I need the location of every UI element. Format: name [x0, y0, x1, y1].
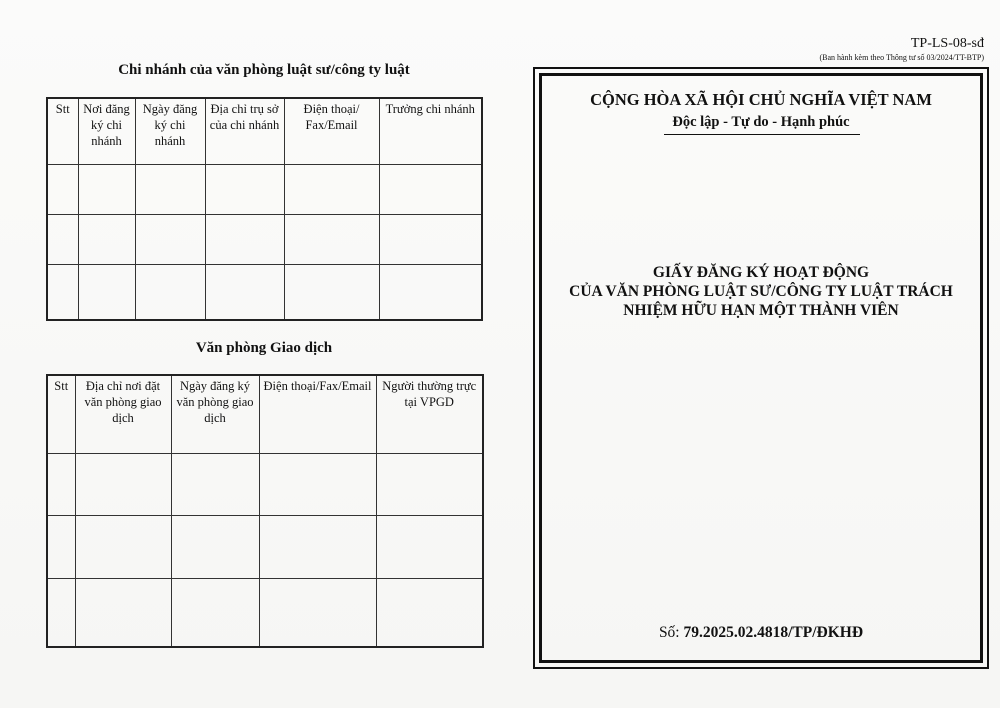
- table-row: [47, 453, 483, 516]
- table-cell: [171, 453, 259, 516]
- header-cell: Trưởng chi nhánh: [379, 98, 482, 164]
- table-cell: [47, 578, 75, 647]
- header-cell: Địa chỉ nơi đặt văn phòng giao dịch: [75, 375, 171, 453]
- certificate-title-line: NHIỆM HỮU HẠN MỘT THÀNH VIÊN: [623, 302, 899, 319]
- table-cell: [47, 516, 75, 579]
- table-cell: [379, 265, 482, 320]
- header-cell: Điện thoại/ Fax/Email: [284, 98, 379, 164]
- table-row: [47, 578, 483, 647]
- transaction-section-title: Văn phòng Giao dịch: [195, 340, 333, 356]
- table-cell: [78, 164, 135, 214]
- motto-underline: [664, 134, 860, 135]
- header-cell: Ngày đăng ký chi nhánh: [135, 98, 205, 164]
- table-cell: [259, 453, 376, 516]
- table-cell: [78, 265, 135, 320]
- form-code: TP-LS-08-sđ: [910, 36, 984, 51]
- table-cell: [376, 578, 483, 647]
- table-cell: [135, 265, 205, 320]
- header-cell: Stt: [47, 375, 75, 453]
- table-cell: [171, 578, 259, 647]
- header-cell: Địa chỉ trụ sở của chi nhánh: [205, 98, 284, 164]
- transaction-table-header: [47, 375, 483, 453]
- header-cell: Người thường trực tại VPGD: [376, 375, 483, 453]
- table-row: [47, 214, 482, 264]
- table-cell: [205, 164, 284, 214]
- certificate-number-label: Số:: [658, 624, 684, 641]
- table-cell: [379, 164, 482, 214]
- table-cell: [284, 214, 379, 264]
- national-title: CỘNG HÒA XÃ HỘI CHỦ NGHĨA VIỆT NAM: [590, 90, 932, 109]
- certificate-title-line: GIẤY ĐĂNG KÝ HOẠT ĐỘNG: [652, 264, 870, 281]
- table-cell: [205, 214, 284, 264]
- header-cell: Điện thoại/Fax/Email: [259, 375, 376, 453]
- certificate-title: [533, 263, 989, 320]
- certificate-number: [533, 624, 989, 642]
- certificate-number-value: 79.2025.02.4818/TP/ĐKHĐ: [683, 624, 864, 641]
- header-cell: Nơi đăng ký chi nhánh: [78, 98, 135, 164]
- table-cell: [78, 214, 135, 264]
- table-cell: [47, 453, 75, 516]
- table-cell: [376, 516, 483, 579]
- table-cell: [47, 164, 78, 214]
- form-issuance-note: (Ban hành kèm theo Thông tư số 03/2024/TT-BTP): [819, 53, 984, 62]
- header-cell: Stt: [47, 98, 78, 164]
- table-cell: [75, 516, 171, 579]
- national-motto: Độc lập - Tự do - Hạnh phúc: [672, 114, 850, 130]
- certificate-cover: [533, 0, 989, 708]
- certificate-title-line: CỦA VĂN PHÒNG LUẬT SƯ/CÔNG TY LUẬT TRÁCH: [569, 283, 953, 300]
- table-cell: [135, 164, 205, 214]
- table-cell: [376, 453, 483, 516]
- table-cell: [171, 516, 259, 579]
- table-cell: [75, 453, 171, 516]
- table-row: [47, 265, 482, 320]
- table-cell: [47, 265, 78, 320]
- branch-table: [46, 97, 483, 321]
- table-cell: [47, 214, 78, 264]
- table-cell: [259, 578, 376, 647]
- table-row: [47, 164, 482, 214]
- table-cell: [259, 516, 376, 579]
- branch-table-header: [47, 98, 482, 164]
- table-cell: [205, 265, 284, 320]
- header-cell: Ngày đăng ký văn phòng giao dịch: [171, 375, 259, 453]
- table-cell: [284, 164, 379, 214]
- transaction-office-table: [46, 374, 484, 648]
- table-cell: [75, 578, 171, 647]
- table-cell: [379, 214, 482, 264]
- table-cell: [284, 265, 379, 320]
- table-row: [47, 516, 483, 579]
- branch-section-title: Chi nhánh của văn phòng luật sư/công ty luật: [118, 62, 410, 78]
- table-cell: [135, 214, 205, 264]
